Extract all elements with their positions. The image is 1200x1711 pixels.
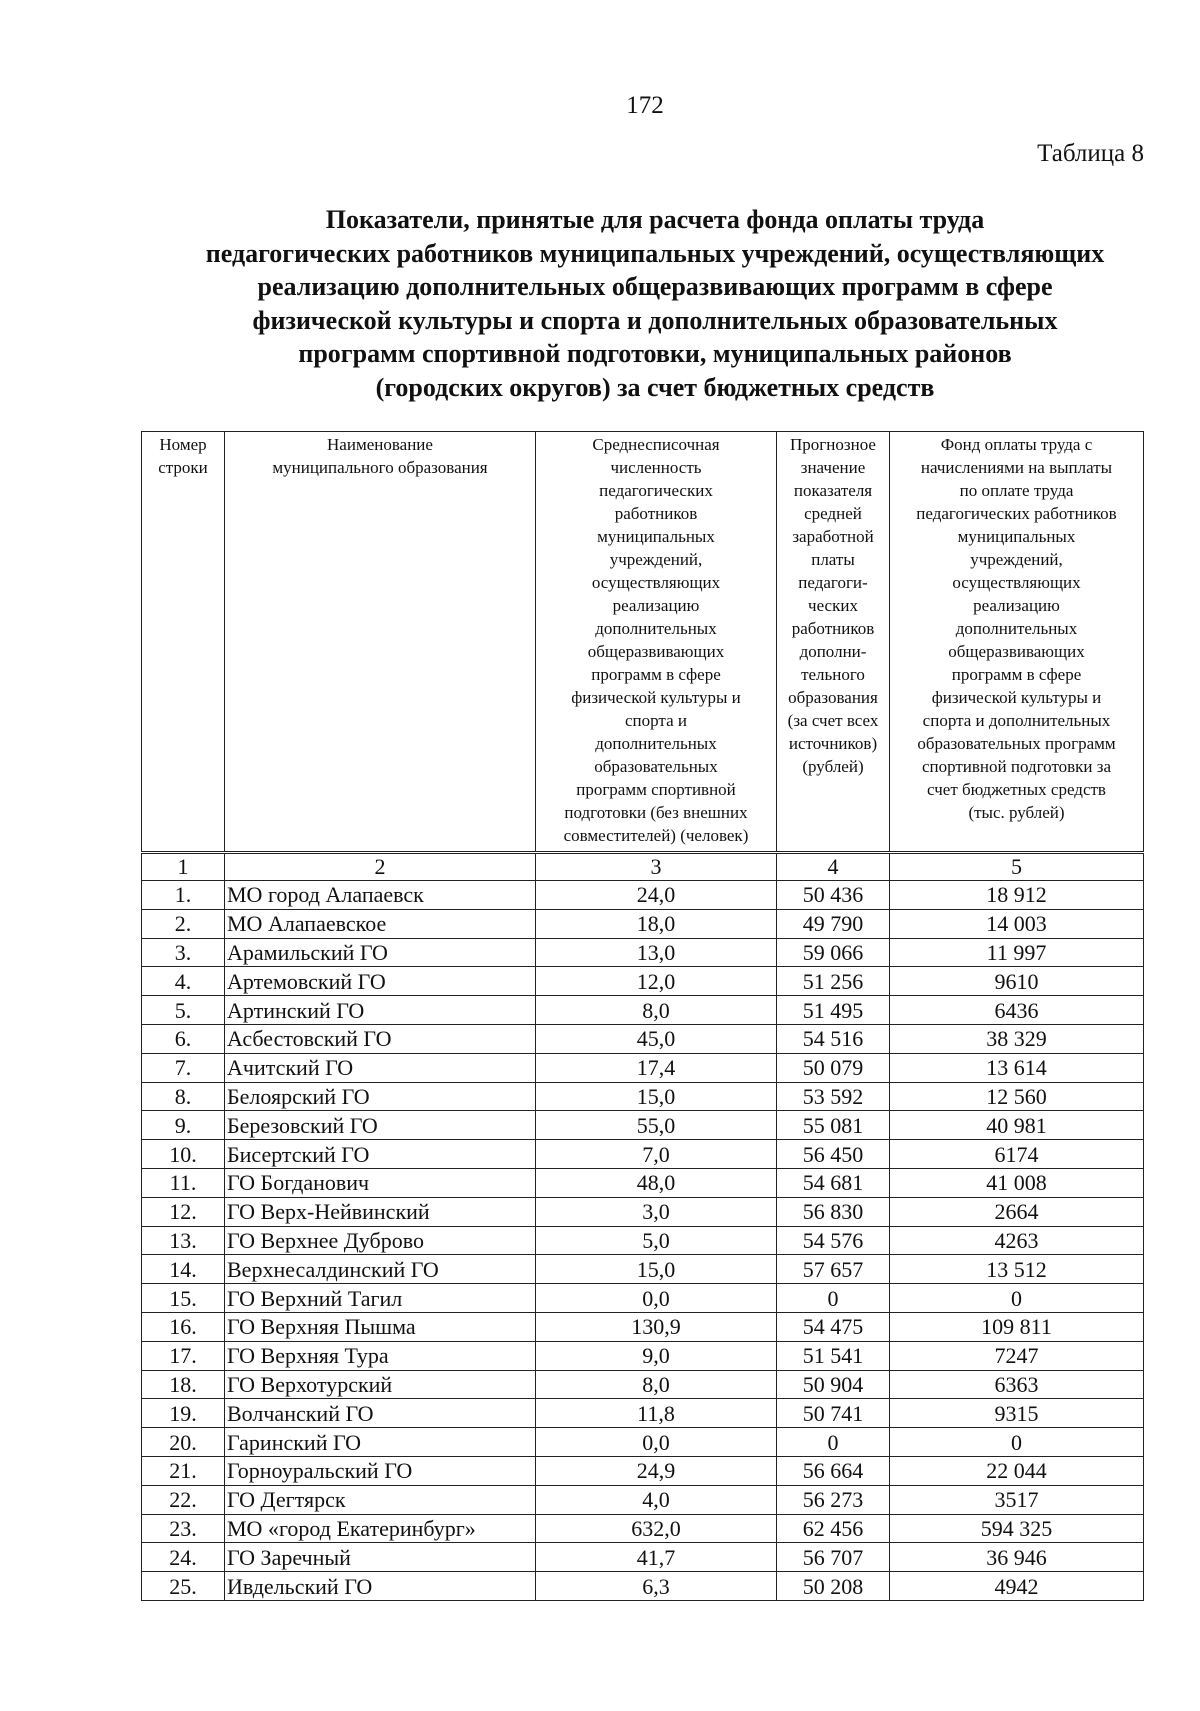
municipality-name-cell: Горноуральский ГО bbox=[225, 1456, 536, 1485]
staff-count-cell: 3,0 bbox=[536, 1197, 777, 1226]
table-label: Таблица 8 bbox=[1037, 140, 1144, 167]
municipality-name-cell: ГО Верхотурский bbox=[225, 1370, 536, 1399]
payroll-fund-cell: 2664 bbox=[890, 1197, 1144, 1226]
municipality-name-cell: Березовский ГО bbox=[225, 1111, 536, 1140]
payroll-fund-cell: 38 329 bbox=[890, 1024, 1144, 1053]
municipality-name-cell: ГО Верхний Тагил bbox=[225, 1284, 536, 1313]
staff-count-cell: 4,0 bbox=[536, 1485, 777, 1514]
payroll-fund-cell: 6363 bbox=[890, 1370, 1144, 1399]
staff-count-cell: 8,0 bbox=[536, 996, 777, 1025]
header-line: источников) bbox=[788, 734, 878, 753]
municipality-name-cell: МО «город Екатеринбург» bbox=[225, 1514, 536, 1543]
header-line: Прогнозное bbox=[790, 435, 876, 454]
table-row bbox=[142, 1082, 1144, 1111]
staff-count-cell: 24,9 bbox=[536, 1456, 777, 1485]
table-row bbox=[142, 1543, 1144, 1572]
table-row bbox=[142, 996, 1144, 1025]
title-line: Показатели, принятые для расчета фонда оплаты труда bbox=[325, 205, 985, 234]
header-forecast-salary bbox=[777, 432, 890, 853]
municipality-name-cell: Ивдельский ГО bbox=[225, 1572, 536, 1601]
title-line: педагогических работников муниципальных учреждений, осуществляющих bbox=[205, 238, 1105, 268]
table-row bbox=[142, 1456, 1144, 1485]
header-municipality-name bbox=[225, 432, 536, 853]
forecast-salary-cell: 50 436 bbox=[777, 881, 890, 910]
header-line: дополнительных bbox=[595, 734, 717, 753]
staff-count-cell: 55,0 bbox=[536, 1111, 777, 1140]
municipality-name-cell: Верхнесалдинский ГО bbox=[225, 1255, 536, 1284]
header-line: общеразвивающих bbox=[587, 642, 725, 661]
municipality-name-cell: МО Алапаевское bbox=[225, 909, 536, 938]
page-number: 172 bbox=[626, 92, 664, 119]
forecast-salary-cell: 50 079 bbox=[777, 1053, 890, 1082]
forecast-salary-cell: 51 495 bbox=[777, 996, 890, 1025]
staff-count-cell: 17,4 bbox=[536, 1053, 777, 1082]
header-line: дополнительных bbox=[595, 619, 717, 638]
header-line: Номер bbox=[159, 435, 207, 454]
header-line: строки bbox=[158, 458, 208, 477]
header-line: физической культуры и bbox=[931, 688, 1102, 707]
header-line: ческих bbox=[808, 596, 858, 615]
forecast-salary-cell: 56 450 bbox=[777, 1140, 890, 1169]
municipality-name-cell: Волчанский ГО bbox=[225, 1399, 536, 1428]
header-line: подготовки (без внешних bbox=[564, 803, 748, 822]
header-line: по оплате труда bbox=[959, 481, 1074, 500]
payroll-fund-cell: 12 560 bbox=[890, 1082, 1144, 1111]
title-line: физической культуры и спорта и дополнительных образовательных bbox=[252, 305, 1058, 335]
table-row bbox=[142, 881, 1144, 910]
header-line: дополнительных bbox=[955, 619, 1078, 638]
municipality-name-cell: Асбестовский ГО bbox=[225, 1024, 536, 1053]
staff-count-cell: 0,0 bbox=[536, 1428, 777, 1457]
staff-count-cell: 6,3 bbox=[536, 1572, 777, 1601]
header-line: спорта и дополнительных bbox=[922, 711, 1111, 730]
municipality-name-cell: Бисертский ГО bbox=[225, 1140, 536, 1169]
forecast-salary-cell: 54 516 bbox=[777, 1024, 890, 1053]
municipality-name-cell: ГО Верх-Нейвинский bbox=[225, 1197, 536, 1226]
header-line: Наименование bbox=[327, 435, 433, 454]
payroll-fund-cell: 22 044 bbox=[890, 1456, 1144, 1485]
staff-count-cell: 9,0 bbox=[536, 1341, 777, 1370]
forecast-salary-cell: 56 707 bbox=[777, 1543, 890, 1572]
staff-count-cell: 45,0 bbox=[536, 1024, 777, 1053]
row-number-cell: 3. bbox=[142, 938, 225, 967]
payroll-fund-cell: 4942 bbox=[890, 1572, 1144, 1601]
header-line: педагогических bbox=[599, 481, 713, 500]
table-row bbox=[142, 1168, 1144, 1197]
staff-count-cell: 130,9 bbox=[536, 1312, 777, 1341]
header-line: значение bbox=[800, 458, 866, 477]
header-line: тельного bbox=[801, 665, 865, 684]
document-title bbox=[120, 203, 1190, 404]
row-number-cell: 21. bbox=[142, 1456, 225, 1485]
header-line: спорта и bbox=[625, 711, 687, 730]
staff-count-cell: 15,0 bbox=[536, 1082, 777, 1111]
payroll-fund-cell: 109 811 bbox=[890, 1312, 1144, 1341]
header-payroll-fund bbox=[890, 432, 1144, 853]
payroll-fund-cell: 11 997 bbox=[890, 938, 1144, 967]
row-number-cell: 4. bbox=[142, 967, 225, 996]
table-row bbox=[142, 1341, 1144, 1370]
payroll-fund-cell: 594 325 bbox=[890, 1514, 1144, 1543]
staff-count-cell: 632,0 bbox=[536, 1514, 777, 1543]
table-row bbox=[142, 1226, 1144, 1255]
staff-count-cell: 5,0 bbox=[536, 1226, 777, 1255]
forecast-salary-cell: 62 456 bbox=[777, 1514, 890, 1543]
payroll-fund-cell: 9610 bbox=[890, 967, 1144, 996]
column-number: 1 bbox=[142, 853, 225, 881]
table-row bbox=[142, 967, 1144, 996]
header-line: спортивной подготовки за bbox=[921, 757, 1112, 776]
title-line: программ спортивной подготовки, муниципальных районов bbox=[298, 339, 1012, 368]
staff-count-cell: 7,0 bbox=[536, 1140, 777, 1169]
municipality-name-cell: Артинский ГО bbox=[225, 996, 536, 1025]
table-row bbox=[142, 1428, 1144, 1457]
staff-count-cell: 11,8 bbox=[536, 1399, 777, 1428]
payroll-fund-cell: 14 003 bbox=[890, 909, 1144, 938]
table-row bbox=[142, 1399, 1144, 1428]
table-row bbox=[142, 938, 1144, 967]
header-line: педагогических работников bbox=[916, 504, 1117, 523]
header-line: физической культуры и bbox=[571, 688, 741, 707]
header-line: платы bbox=[811, 550, 855, 569]
table-row bbox=[142, 1197, 1144, 1226]
table-row bbox=[142, 1572, 1144, 1601]
header-line: показателя bbox=[793, 481, 873, 500]
row-number-cell: 11. bbox=[142, 1168, 225, 1197]
table-row bbox=[142, 1312, 1144, 1341]
row-number-cell: 16. bbox=[142, 1312, 225, 1341]
row-number-cell: 6. bbox=[142, 1024, 225, 1053]
forecast-salary-cell: 56 273 bbox=[777, 1485, 890, 1514]
row-number-cell: 22. bbox=[142, 1485, 225, 1514]
header-line: образования bbox=[788, 688, 878, 707]
row-number-cell: 5. bbox=[142, 996, 225, 1025]
header-line: совместителей) (человек) bbox=[563, 826, 749, 845]
header-row-number bbox=[142, 432, 225, 853]
row-number-cell: 13. bbox=[142, 1226, 225, 1255]
municipality-name-cell: Белоярский ГО bbox=[225, 1082, 536, 1111]
row-number-cell: 10. bbox=[142, 1140, 225, 1169]
forecast-salary-cell: 56 664 bbox=[777, 1456, 890, 1485]
staff-count-cell: 24,0 bbox=[536, 881, 777, 910]
row-number-cell: 1. bbox=[142, 881, 225, 910]
table-row bbox=[142, 1255, 1144, 1284]
forecast-salary-cell: 0 bbox=[777, 1284, 890, 1313]
row-number-cell: 8. bbox=[142, 1082, 225, 1111]
payroll-fund-cell: 36 946 bbox=[890, 1543, 1144, 1572]
staff-count-cell: 18,0 bbox=[536, 909, 777, 938]
column-number: 2 bbox=[225, 853, 536, 881]
payroll-fund-cell: 3517 bbox=[890, 1485, 1144, 1514]
payroll-fund-cell: 4263 bbox=[890, 1226, 1144, 1255]
forecast-salary-cell: 50 741 bbox=[777, 1399, 890, 1428]
municipality-name-cell: Арамильский ГО bbox=[225, 938, 536, 967]
column-number: 5 bbox=[890, 853, 1144, 881]
table-row bbox=[142, 1140, 1144, 1169]
payroll-fund-cell: 6174 bbox=[890, 1140, 1144, 1169]
header-line: осуществляющих bbox=[591, 573, 721, 592]
staff-count-cell: 41,7 bbox=[536, 1543, 777, 1572]
header-line: программ спортивной bbox=[576, 780, 736, 799]
municipality-name-cell: ГО Заречный bbox=[225, 1543, 536, 1572]
payroll-fund-cell: 41 008 bbox=[890, 1168, 1144, 1197]
header-line: начислениями на выплаты bbox=[920, 458, 1113, 477]
table-row bbox=[142, 1284, 1144, 1313]
header-line: осуществляющих bbox=[952, 573, 1081, 592]
municipality-name-cell: ГО Богданович bbox=[225, 1168, 536, 1197]
staff-count-cell: 8,0 bbox=[536, 1370, 777, 1399]
staff-count-cell: 15,0 bbox=[536, 1255, 777, 1284]
header-line: (за счет всех bbox=[787, 711, 879, 730]
forecast-salary-cell: 50 904 bbox=[777, 1370, 890, 1399]
header-line: муниципального образования bbox=[272, 458, 488, 477]
municipality-name-cell: ГО Верхнее Дуброво bbox=[225, 1226, 536, 1255]
row-number-cell: 25. bbox=[142, 1572, 225, 1601]
column-number: 4 bbox=[777, 853, 890, 881]
row-number-cell: 2. bbox=[142, 909, 225, 938]
row-number-cell: 19. bbox=[142, 1399, 225, 1428]
header-line: средней bbox=[804, 504, 862, 523]
table-row bbox=[142, 1053, 1144, 1082]
row-number-cell: 24. bbox=[142, 1543, 225, 1572]
indicators-table bbox=[141, 431, 1144, 1601]
header-line: дополни- bbox=[799, 642, 867, 661]
header-line: Среднесписочная bbox=[592, 435, 720, 454]
column-numbers-row bbox=[142, 853, 1144, 881]
forecast-salary-cell: 54 475 bbox=[777, 1312, 890, 1341]
header-line: работников bbox=[791, 619, 875, 638]
header-line: педагоги- bbox=[798, 573, 868, 592]
row-number-cell: 14. bbox=[142, 1255, 225, 1284]
forecast-salary-cell: 59 066 bbox=[777, 938, 890, 967]
municipality-name-cell: ГО Верхняя Тура bbox=[225, 1341, 536, 1370]
forecast-salary-cell: 51 256 bbox=[777, 967, 890, 996]
column-number: 3 bbox=[536, 853, 777, 881]
header-line: учреждений, bbox=[970, 550, 1063, 569]
forecast-salary-cell: 53 592 bbox=[777, 1082, 890, 1111]
table-row bbox=[142, 1111, 1144, 1140]
header-staff-count bbox=[536, 432, 777, 853]
row-number-cell: 17. bbox=[142, 1341, 225, 1370]
header-line: Фонд оплаты труда с bbox=[940, 435, 1093, 454]
staff-count-cell: 0,0 bbox=[536, 1284, 777, 1313]
header-line: работников bbox=[614, 504, 698, 523]
staff-count-cell: 13,0 bbox=[536, 938, 777, 967]
row-number-cell: 12. bbox=[142, 1197, 225, 1226]
header-line: муниципальных bbox=[597, 527, 715, 546]
payroll-fund-cell: 6436 bbox=[890, 996, 1144, 1025]
forecast-salary-cell: 0 bbox=[777, 1428, 890, 1457]
header-line: учреждений, bbox=[609, 550, 703, 569]
header-line: образовательных bbox=[594, 757, 718, 776]
header-line: счет бюджетных средств bbox=[927, 780, 1106, 799]
municipality-name-cell: Артемовский ГО bbox=[225, 967, 536, 996]
payroll-fund-cell: 40 981 bbox=[890, 1111, 1144, 1140]
forecast-salary-cell: 49 790 bbox=[777, 909, 890, 938]
forecast-salary-cell: 56 830 bbox=[777, 1197, 890, 1226]
header-line: реализацию bbox=[612, 596, 700, 615]
payroll-fund-cell: 0 bbox=[890, 1284, 1144, 1313]
payroll-fund-cell: 13 614 bbox=[890, 1053, 1144, 1082]
municipality-name-cell: Гаринский ГО bbox=[225, 1428, 536, 1457]
header-line: образовательных программ bbox=[917, 734, 1116, 753]
table-row bbox=[142, 1514, 1144, 1543]
table-header-row bbox=[142, 432, 1144, 853]
row-number-cell: 23. bbox=[142, 1514, 225, 1543]
forecast-salary-cell: 54 681 bbox=[777, 1168, 890, 1197]
title-line: (городских округов) за счет бюджетных средств bbox=[375, 372, 935, 402]
staff-count-cell: 12,0 bbox=[536, 967, 777, 996]
row-number-cell: 15. bbox=[142, 1284, 225, 1313]
municipality-name-cell: МО город Алапаевск bbox=[225, 881, 536, 910]
header-line: общеразвивающих bbox=[948, 642, 1085, 661]
row-number-cell: 9. bbox=[142, 1111, 225, 1140]
table-row bbox=[142, 1024, 1144, 1053]
municipality-name-cell: ГО Дегтярск bbox=[225, 1485, 536, 1514]
table-row bbox=[142, 1370, 1144, 1399]
header-line: заработной bbox=[792, 527, 874, 546]
payroll-fund-cell: 9315 bbox=[890, 1399, 1144, 1428]
row-number-cell: 20. bbox=[142, 1428, 225, 1457]
header-line: (рублей) bbox=[802, 757, 864, 776]
row-number-cell: 7. bbox=[142, 1053, 225, 1082]
forecast-salary-cell: 50 208 bbox=[777, 1572, 890, 1601]
forecast-salary-cell: 57 657 bbox=[777, 1255, 890, 1284]
title-line: реализацию дополнительных общеразвивающих программ в сфере bbox=[257, 272, 1053, 301]
row-number-cell: 18. bbox=[142, 1370, 225, 1399]
payroll-fund-cell: 0 bbox=[890, 1428, 1144, 1457]
forecast-salary-cell: 54 576 bbox=[777, 1226, 890, 1255]
municipality-name-cell: ГО Верхняя Пышма bbox=[225, 1312, 536, 1341]
header-line: (тыс. рублей) bbox=[968, 803, 1065, 822]
header-line: программ в сфере bbox=[591, 665, 721, 684]
staff-count-cell: 48,0 bbox=[536, 1168, 777, 1197]
forecast-salary-cell: 55 081 bbox=[777, 1111, 890, 1140]
header-line: муниципальных bbox=[957, 527, 1076, 546]
payroll-fund-cell: 18 912 bbox=[890, 881, 1144, 910]
table-row bbox=[142, 909, 1144, 938]
table-row bbox=[142, 1485, 1144, 1514]
payroll-fund-cell: 7247 bbox=[890, 1341, 1144, 1370]
header-line: программ в сфере bbox=[951, 665, 1082, 684]
payroll-fund-cell: 13 512 bbox=[890, 1255, 1144, 1284]
header-line: реализацию bbox=[973, 596, 1060, 615]
header-line: численность bbox=[610, 458, 702, 477]
forecast-salary-cell: 51 541 bbox=[777, 1341, 890, 1370]
municipality-name-cell: Ачитский ГО bbox=[225, 1053, 536, 1082]
